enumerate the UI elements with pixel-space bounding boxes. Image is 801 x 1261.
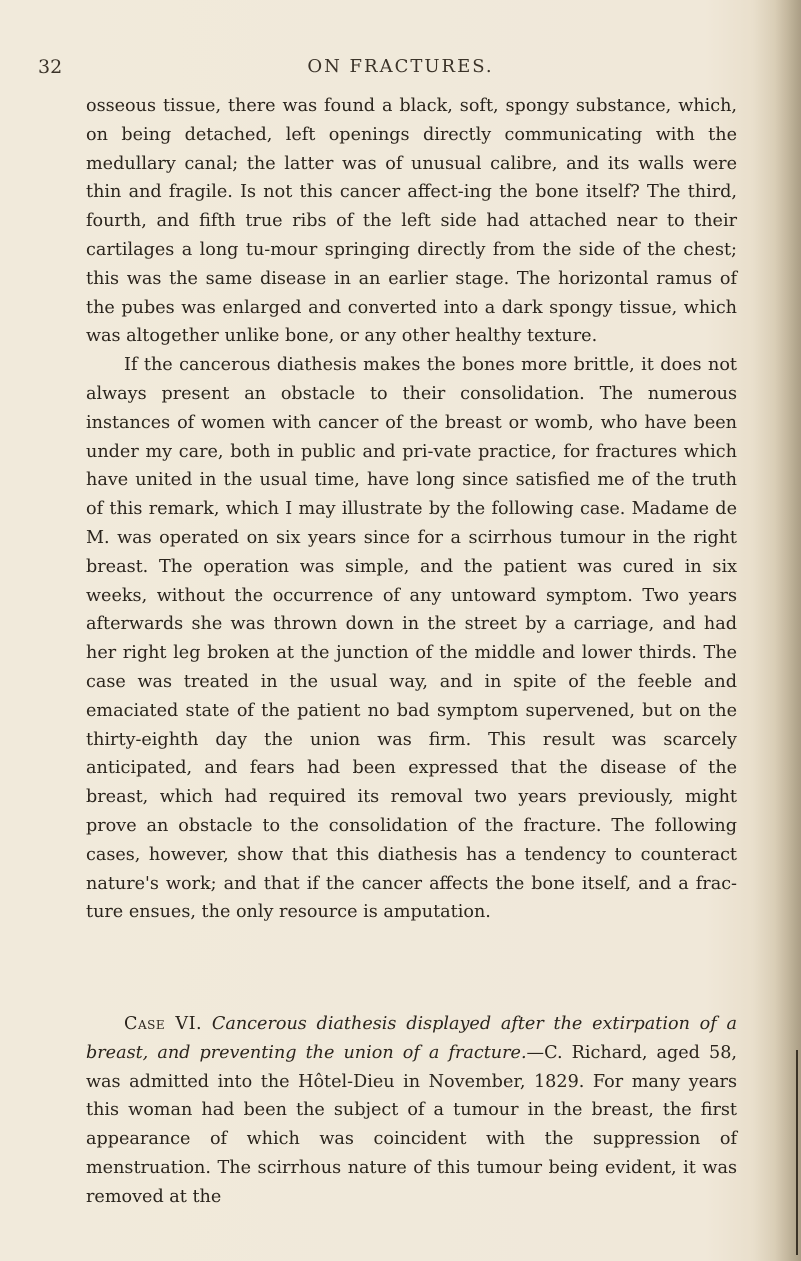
paragraph-cancerous-diathesis: If the cancerous diathesis makes the bones more brittle, it does not always present an obstacle to their consolidation. The numerous instances of women with cancer of the breast or womb, who have been under my care, both in public and pri-vate practice, for fractures which have united in the usual time, have long since satisfied me of the truth of this remark, which I may illustrate by the following case. Madame de M. was operated on six years since for a scirrhous tumour in the right breast. The operation was simple, and the patient was cured in six weeks, without the occurrence of any untoward symptom. Two years afterwards she was thrown down in the street by a carriage, and had her right leg broken at the junction of the middle and lower thirds. The case was treated in the usual way, and in spite of the feeble and emaciated state of the patient no bad symptom supervened, but on the thirty-eighth day the union was firm. This result was scarcely anticipated, and fears had been expressed that the disease of the breast, which had required its removal two years previously, might prove an obstacle to the consolidation of the fracture. The following cases, however, show that this diathesis has a tendency to counteract nature's work; and that if the cancer affects the bone itself, and a frac-ture ensues, the only resource is amputation.	[86, 355, 737, 923]
case-label: Case VI.	[124, 1014, 203, 1034]
page-number: 32	[38, 56, 63, 78]
case-vi-section	[86, 1010, 737, 1212]
case-vi-paragraph	[86, 1010, 737, 1212]
running-head	[0, 56, 801, 84]
case-text: —C. Richard, aged 58, was admitted into the Hôtel-Dieu in November, 1829. For many years this woman had been the subject of a tumour in the breast, the first appearance of which was coincident with the suppression of menstruation. The scirrhous nature of this tumour being evident, it was removed at the	[86, 1042, 737, 1207]
body-text	[86, 92, 737, 927]
page-edge-line	[796, 1050, 798, 1255]
case-title: Cancerous diathesis displayed after the extirpation of a breast, and preventing the union of a fracture.	[86, 1014, 738, 1063]
running-title: ON FRACTURES.	[307, 56, 494, 77]
paragraph-continuation: osseous tissue, there was found a black, soft, spongy substance, which, on being detached, left openings directly communicating with the medullary canal; the latter was of unusual calibre, and its walls were thin and fragile. Is not this cancer affect-ing the bone itself? The third, fourth, and fifth true ribs of the left side had attached near to their cartilages a long tu-mour springing directly from the side of the chest; this was the same disease in an earlier stage. The horizontal ramus of the pubes was enlarged and converted into a dark spongy tissue, which was altogether unlike bone, or any other healthy texture.	[86, 96, 737, 347]
